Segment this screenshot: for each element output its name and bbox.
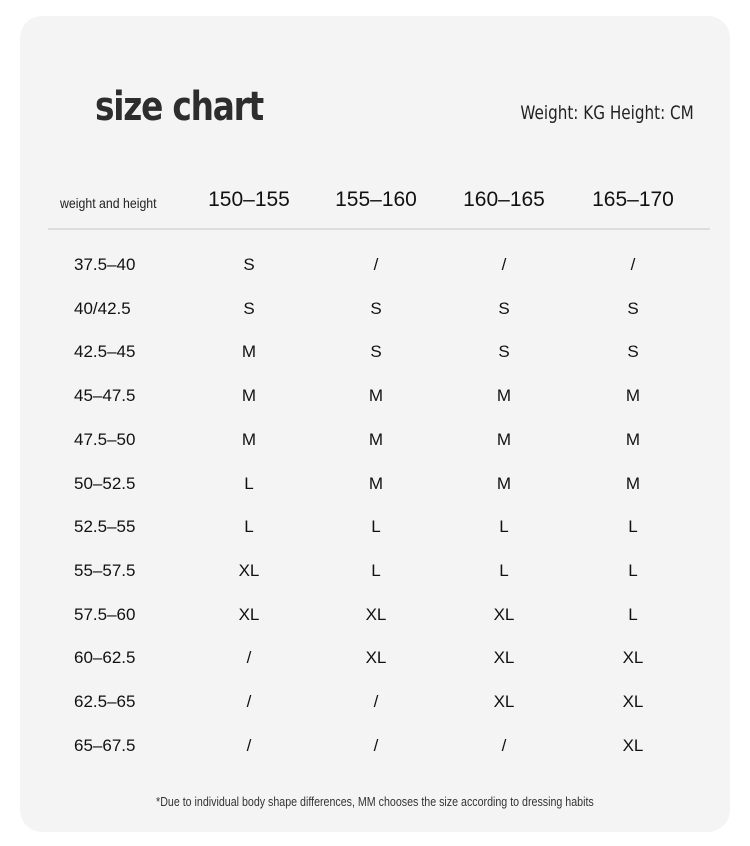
size-cell: M [241, 342, 257, 361]
row-label: 42.5–45 [74, 342, 136, 361]
size-cell: L [628, 605, 638, 624]
size-cell: / [246, 736, 252, 755]
row-label: 40/42.5 [74, 299, 131, 318]
size-cell: S [243, 255, 255, 274]
column-header: 150–155 [208, 188, 290, 211]
size-cell: XL [238, 561, 260, 580]
row-label: 37.5–40 [74, 255, 136, 274]
size-cell: M [241, 386, 257, 405]
row-label: 47.5–50 [74, 430, 136, 449]
size-cell: XL [622, 736, 644, 755]
size-cell: / [246, 692, 252, 711]
header-divider [48, 228, 710, 230]
size-cell: M [496, 474, 512, 493]
page-title: size chart [95, 84, 264, 130]
size-cell: / [246, 648, 252, 667]
size-cell: XL [493, 605, 515, 624]
units-note: Weight: KG Height: CM [520, 102, 694, 124]
size-cell: L [628, 561, 638, 580]
column-header: 160–165 [463, 188, 545, 211]
size-cell: XL [622, 692, 644, 711]
size-cell: S [370, 342, 382, 361]
size-cell: S [498, 299, 510, 318]
size-cell: L [371, 517, 381, 536]
size-cell: M [496, 430, 512, 449]
size-cell: / [501, 255, 507, 274]
size-cell: / [373, 736, 379, 755]
size-cell: M [368, 430, 384, 449]
size-cell: XL [493, 648, 515, 667]
size-cell: / [630, 255, 636, 274]
size-cell: M [625, 430, 641, 449]
size-cell: L [499, 517, 509, 536]
size-cell: L [628, 517, 638, 536]
size-cell: M [368, 386, 384, 405]
size-cell: / [501, 736, 507, 755]
size-cell: M [625, 386, 641, 405]
size-cell: L [244, 517, 254, 536]
size-cell: / [373, 692, 379, 711]
size-cell: L [244, 474, 254, 493]
column-header: 155–160 [335, 188, 417, 211]
row-label: 57.5–60 [74, 605, 136, 624]
footnote-text: *Due to individual body shape differences, MM chooses the size according to dressing habits [156, 794, 594, 809]
footnote [0, 794, 750, 809]
size-cell: S [498, 342, 510, 361]
row-label: 62.5–65 [74, 692, 136, 711]
size-cell: XL [365, 648, 387, 667]
size-cell: M [625, 474, 641, 493]
row-label: 60–62.5 [74, 648, 136, 667]
row-label: 45–47.5 [74, 386, 136, 405]
row-label: 55–57.5 [74, 561, 136, 580]
size-cell: M [368, 474, 384, 493]
size-cell: XL [365, 605, 387, 624]
size-cell: S [370, 299, 382, 318]
size-cell: XL [238, 605, 260, 624]
column-header: 165–170 [592, 188, 674, 211]
row-label: 65–67.5 [74, 736, 136, 755]
row-label: 52.5–55 [74, 517, 136, 536]
row-label: 50–52.5 [74, 474, 136, 493]
size-cell: XL [622, 648, 644, 667]
size-cell: L [371, 561, 381, 580]
size-cell: L [499, 561, 509, 580]
corner-header-label: weight and height [60, 195, 157, 211]
size-cell: M [241, 430, 257, 449]
size-cell: S [627, 299, 639, 318]
size-cell: M [496, 386, 512, 405]
size-cell: S [243, 299, 255, 318]
size-cell: / [373, 255, 379, 274]
size-cell: S [627, 342, 639, 361]
size-cell: XL [493, 692, 515, 711]
